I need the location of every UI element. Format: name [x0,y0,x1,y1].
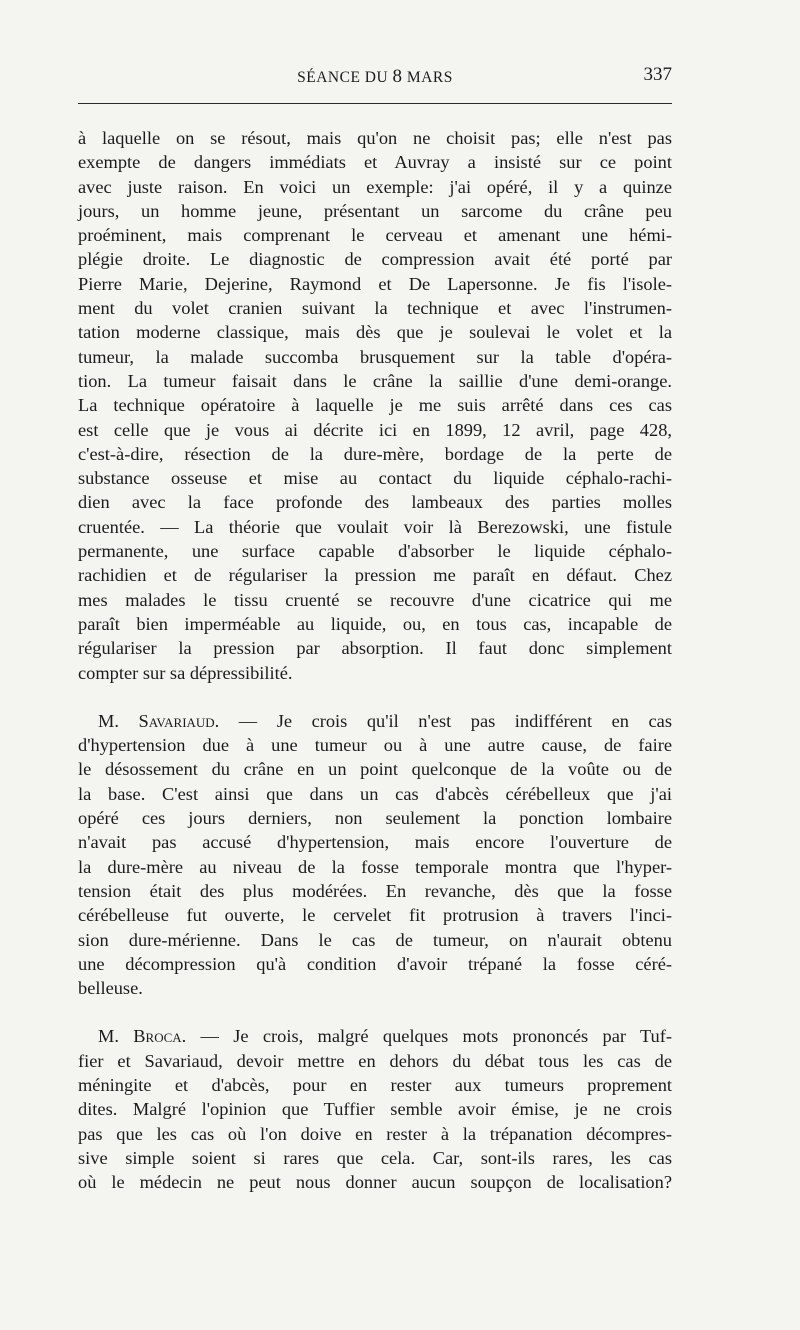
text-line: proéminent, mais comprenant le cerveau et amenant une hémi- [78,225,672,246]
speaker-name: M. Savariaud. [98,710,220,731]
speaker-name: M. Broca. [98,1026,187,1047]
text-line: cérébelleuse fut ouverte, le cervelet fit protrusion à travers l'inci- [78,905,672,926]
page-number: 337 [643,64,672,85]
running-title [78,66,672,88]
text-line-with-speaker: M. Savariaud. — Je crois qu'il n'est pas indifférent en cas [98,710,672,731]
text-line: la base. C'est ainsi que dans un cas d'abcès cérébelleux que j'ai [78,783,672,804]
text-line: tion. La tumeur faisait dans le crâne la saillie d'une demi-orange. [78,370,672,391]
text-line: tation moderne classique, mais dès que je soulevai le volet et la [78,322,672,343]
text-line: la dure-mère au niveau de la fosse temporale montra que l'hyper- [78,856,672,877]
text-line: compter sur sa dépressibilité. [78,662,293,683]
text-line: plégie droite. Le diagnostic de compression avait été porté par [78,249,672,270]
running-title-pre: SÉANCE DU [297,69,393,86]
text-line: permanente, une surface capable d'absorber le liquide céphalo- [78,541,672,562]
text-line: belleuse. [78,978,143,999]
text-line: à laquelle on se résout, mais qu'on ne choisit pas; elle n'est pas [78,128,672,148]
text-line: tumeur, la malade succomba brusquement sur la table d'opéra- [78,346,672,367]
text-line: avec juste raison. En voici un exemple: j'ai opéré, il y a quinze [78,176,672,197]
paragraph-broca [78,1024,672,1194]
text-line: Pierre Marie, Dejerine, Raymond et De Lapersonne. Je fis l'isole- [78,273,672,294]
text-line: régulariser la pression par absorption. Il faut donc simplement [78,638,672,659]
text-line: dien avec la face profonde des lambeaux des parties molles [78,492,672,513]
text-line: opéré ces jours derniers, non seulement la ponction lombaire [78,808,672,829]
running-title-day: 8 [392,66,403,87]
paragraph-savariaud [78,709,672,1001]
text-line: d'hypertension due à une tumeur ou à une autre cause, de faire [78,735,672,756]
header-rule [78,103,672,104]
text-line: sive simple soient si rares que cela. Car, sont-ils rares, les cas [78,1147,672,1168]
text-line: substance osseuse et mise au contact du liquide céphalo-rachi- [78,468,672,489]
text-line: rachidien et de régulariser la pression me paraît en défaut. Chez [78,565,672,586]
text-line: La technique opératoire à laquelle je me suis arrêté dans ces cas [78,395,672,416]
text-line: fier et Savariaud, devoir mettre en dehors du débat tous les cas de [78,1050,672,1071]
text-line: sion dure-mérienne. Dans le cas de tumeur, on n'aurait obtenu [78,929,672,950]
text-line: le désossement du crâne en un point quelconque de la voûte ou de [78,759,672,780]
running-head [78,66,672,96]
text-line: une décompression qu'à condition d'avoir trépané la fosse céré- [78,953,672,974]
text-line: exempte de dangers immédiats et Auvray a insisté sur ce point [78,152,672,173]
text-line-with-speaker: M. Broca. — Je crois, malgré quelques mots prononcés par Tuf- [98,1026,673,1047]
text-line: méningite et d'abcès, pour en rester aux tumeurs proprement [78,1074,672,1095]
text-line: dites. Malgré l'opinion que Tuffier semble avoir émise, je ne crois [78,1099,672,1120]
text-line: cruentée. — La théorie que voulait voir là Berezowski, une fistule [78,516,672,537]
text-line: n'avait pas accusé d'hypertension, mais encore l'ouverture de [78,832,672,853]
text-line: jours, un homme jeune, présentant un sarcome du crâne peu [78,200,672,221]
body-text [78,126,672,1194]
text-line: paraît bien imperméable au liquide, ou, en tous cas, incapable de [78,613,672,634]
text-line: c'est-à-dire, résection de la dure-mère, bordage de la perte de [78,443,672,464]
text-line: est celle que je vous ai décrite ici en 1899, 12 avril, page 428, [78,419,672,440]
paragraph-continuation [78,126,672,685]
running-title-post: MARS [402,69,453,86]
text-line: mes malades le tissu cruenté se recouvre d'une cicatrice qui me [78,589,672,610]
text-line: ment du volet cranien suivant la technique et avec l'instrumen- [78,298,672,319]
text-line: où le médecin ne peut nous donner aucun soupçon de localisation? [78,1172,672,1193]
text-line: pas que les cas où l'on doive en rester à la trépanation décompres- [78,1123,672,1144]
text-line: tension était des plus modérées. En revanche, dès que la fosse [78,880,672,901]
